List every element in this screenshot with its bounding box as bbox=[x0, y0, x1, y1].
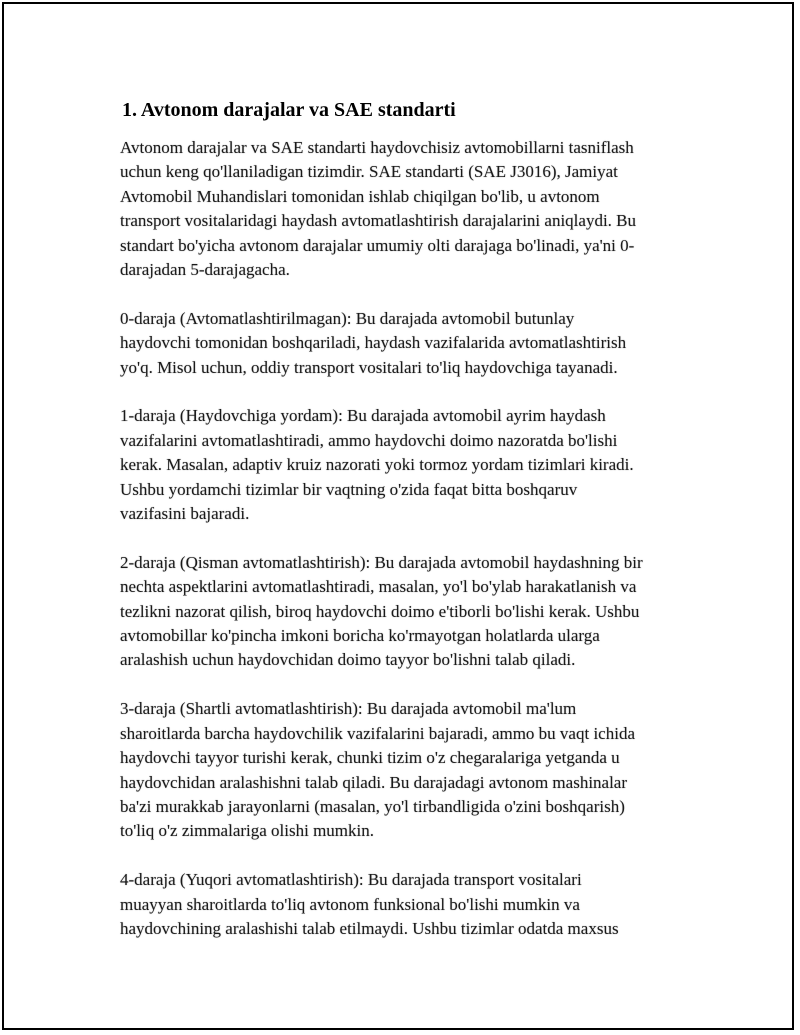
paragraph bbox=[120, 551, 700, 673]
paragraph-line: sharoitlarda barcha haydovchilik vazifalarini bajaradi, ammo bu vaqt ichida bbox=[120, 723, 635, 743]
paragraph-line: haydovchi tomonidan boshqariladi, haydash vazifalarida avtomatlashtirish bbox=[120, 333, 627, 353]
paragraph-line: muayyan sharoitlarda to'liq avtonom funksional bo'lishi mumkin va bbox=[120, 894, 580, 914]
paragraph bbox=[120, 697, 700, 843]
paragraph-list bbox=[120, 136, 700, 941]
paragraph-line: uchun keng qo'llaniladigan tizimdir. SAE standarti (SAE J3016), Jamiyat bbox=[120, 162, 618, 182]
document-page bbox=[2, 2, 794, 1030]
paragraph-line: haydovchidan aralashishni talab qiladi. Bu darajadagi avtonom mashinalar bbox=[120, 772, 628, 792]
paragraph-line: 4-daraja (Yuqori avtomatlashtirish): Bu darajada transport vositalari bbox=[120, 870, 582, 890]
paragraph-line: transport vositalaridagi haydash avtomatlashtirish darajalarini aniqlaydi. Bu bbox=[120, 211, 637, 231]
paragraph-line: vazifasini bajaradi. bbox=[120, 504, 250, 524]
paragraph-line: 1-daraja (Haydovchiga yordam): Bu darajada avtomobil ayrim haydash bbox=[120, 406, 606, 426]
paragraph bbox=[120, 404, 700, 526]
paragraph bbox=[120, 868, 700, 941]
paragraph-line: haydovchining aralashishi talab etilmaydi. Ushbu tizimlar odatda maxsus bbox=[120, 918, 619, 938]
paragraph bbox=[120, 136, 700, 282]
paragraph-line: kerak. Masalan, adaptiv kruiz nazorati yoki tormoz yordam tizimlari kiradi. bbox=[120, 455, 634, 475]
paragraph-line: standart bo'yicha avtonom darajalar umumiy olti darajaga bo'linadi, ya'ni 0- bbox=[120, 235, 635, 255]
paragraph-line: 2-daraja (Qisman avtomatlashtirish): Bu darajada avtomobil haydashning bir bbox=[120, 552, 643, 572]
document-body bbox=[120, 97, 700, 966]
paragraph-line: to'liq o'z zimmalariga olishi mumkin. bbox=[120, 821, 375, 841]
section-heading: 1. Avtonom darajalar va SAE standarti bbox=[122, 99, 456, 121]
paragraph-line: 3-daraja (Shartli avtomatlashtirish): Bu darajada avtomobil ma'lum bbox=[120, 699, 577, 719]
paragraph-line: nechta aspektlarini avtomatlashtiradi, masalan, yo'l bo'ylab harakatlanish va bbox=[120, 577, 637, 597]
paragraph-line: avtomobillar ko'pincha imkoni boricha ko'rmayotgan holatlarda ularga bbox=[120, 626, 600, 646]
paragraph-line: 0-daraja (Avtomatlashtirilmagan): Bu darajada avtomobil butunlay bbox=[120, 308, 575, 328]
paragraph-line: vazifalarini avtomatlashtiradi, ammo haydovchi doimo nazoratda bo'lishi bbox=[120, 430, 618, 450]
paragraph-line: tezlikni nazorat qilish, biroq haydovchi doimo e'tiborli bo'lishi kerak. Ushbu bbox=[120, 601, 640, 621]
paragraph-line: haydovchi tayyor turishi kerak, chunki tizim o'z chegaralariga yetganda u bbox=[120, 748, 620, 768]
paragraph-line: yo'q. Misol uchun, oddiy transport vositalari to'liq haydovchiga tayanadi. bbox=[120, 357, 618, 377]
paragraph-line: Avtonom darajalar va SAE standarti haydovchisiz avtomobillarni tasniflash bbox=[120, 138, 634, 157]
paragraph-line: aralashish uchun haydovchidan doimo tayyor bo'lishni talab qiladi. bbox=[120, 650, 576, 670]
paragraph bbox=[120, 307, 700, 380]
paragraph-line: Ushbu yordamchi tizimlar bir vaqtning o'zida faqat bitta boshqaruv bbox=[120, 479, 578, 499]
paragraph-line: ba'zi murakkab jarayonlarni (masalan, yo'l tirbandligida o'zini boshqarish) bbox=[120, 796, 625, 816]
paragraph-line: Avtomobil Muhandislari tomonidan ishlab chiqilgan bo'lib, u avtonom bbox=[120, 186, 600, 206]
paragraph-line: darajadan 5-darajagacha. bbox=[120, 260, 290, 280]
